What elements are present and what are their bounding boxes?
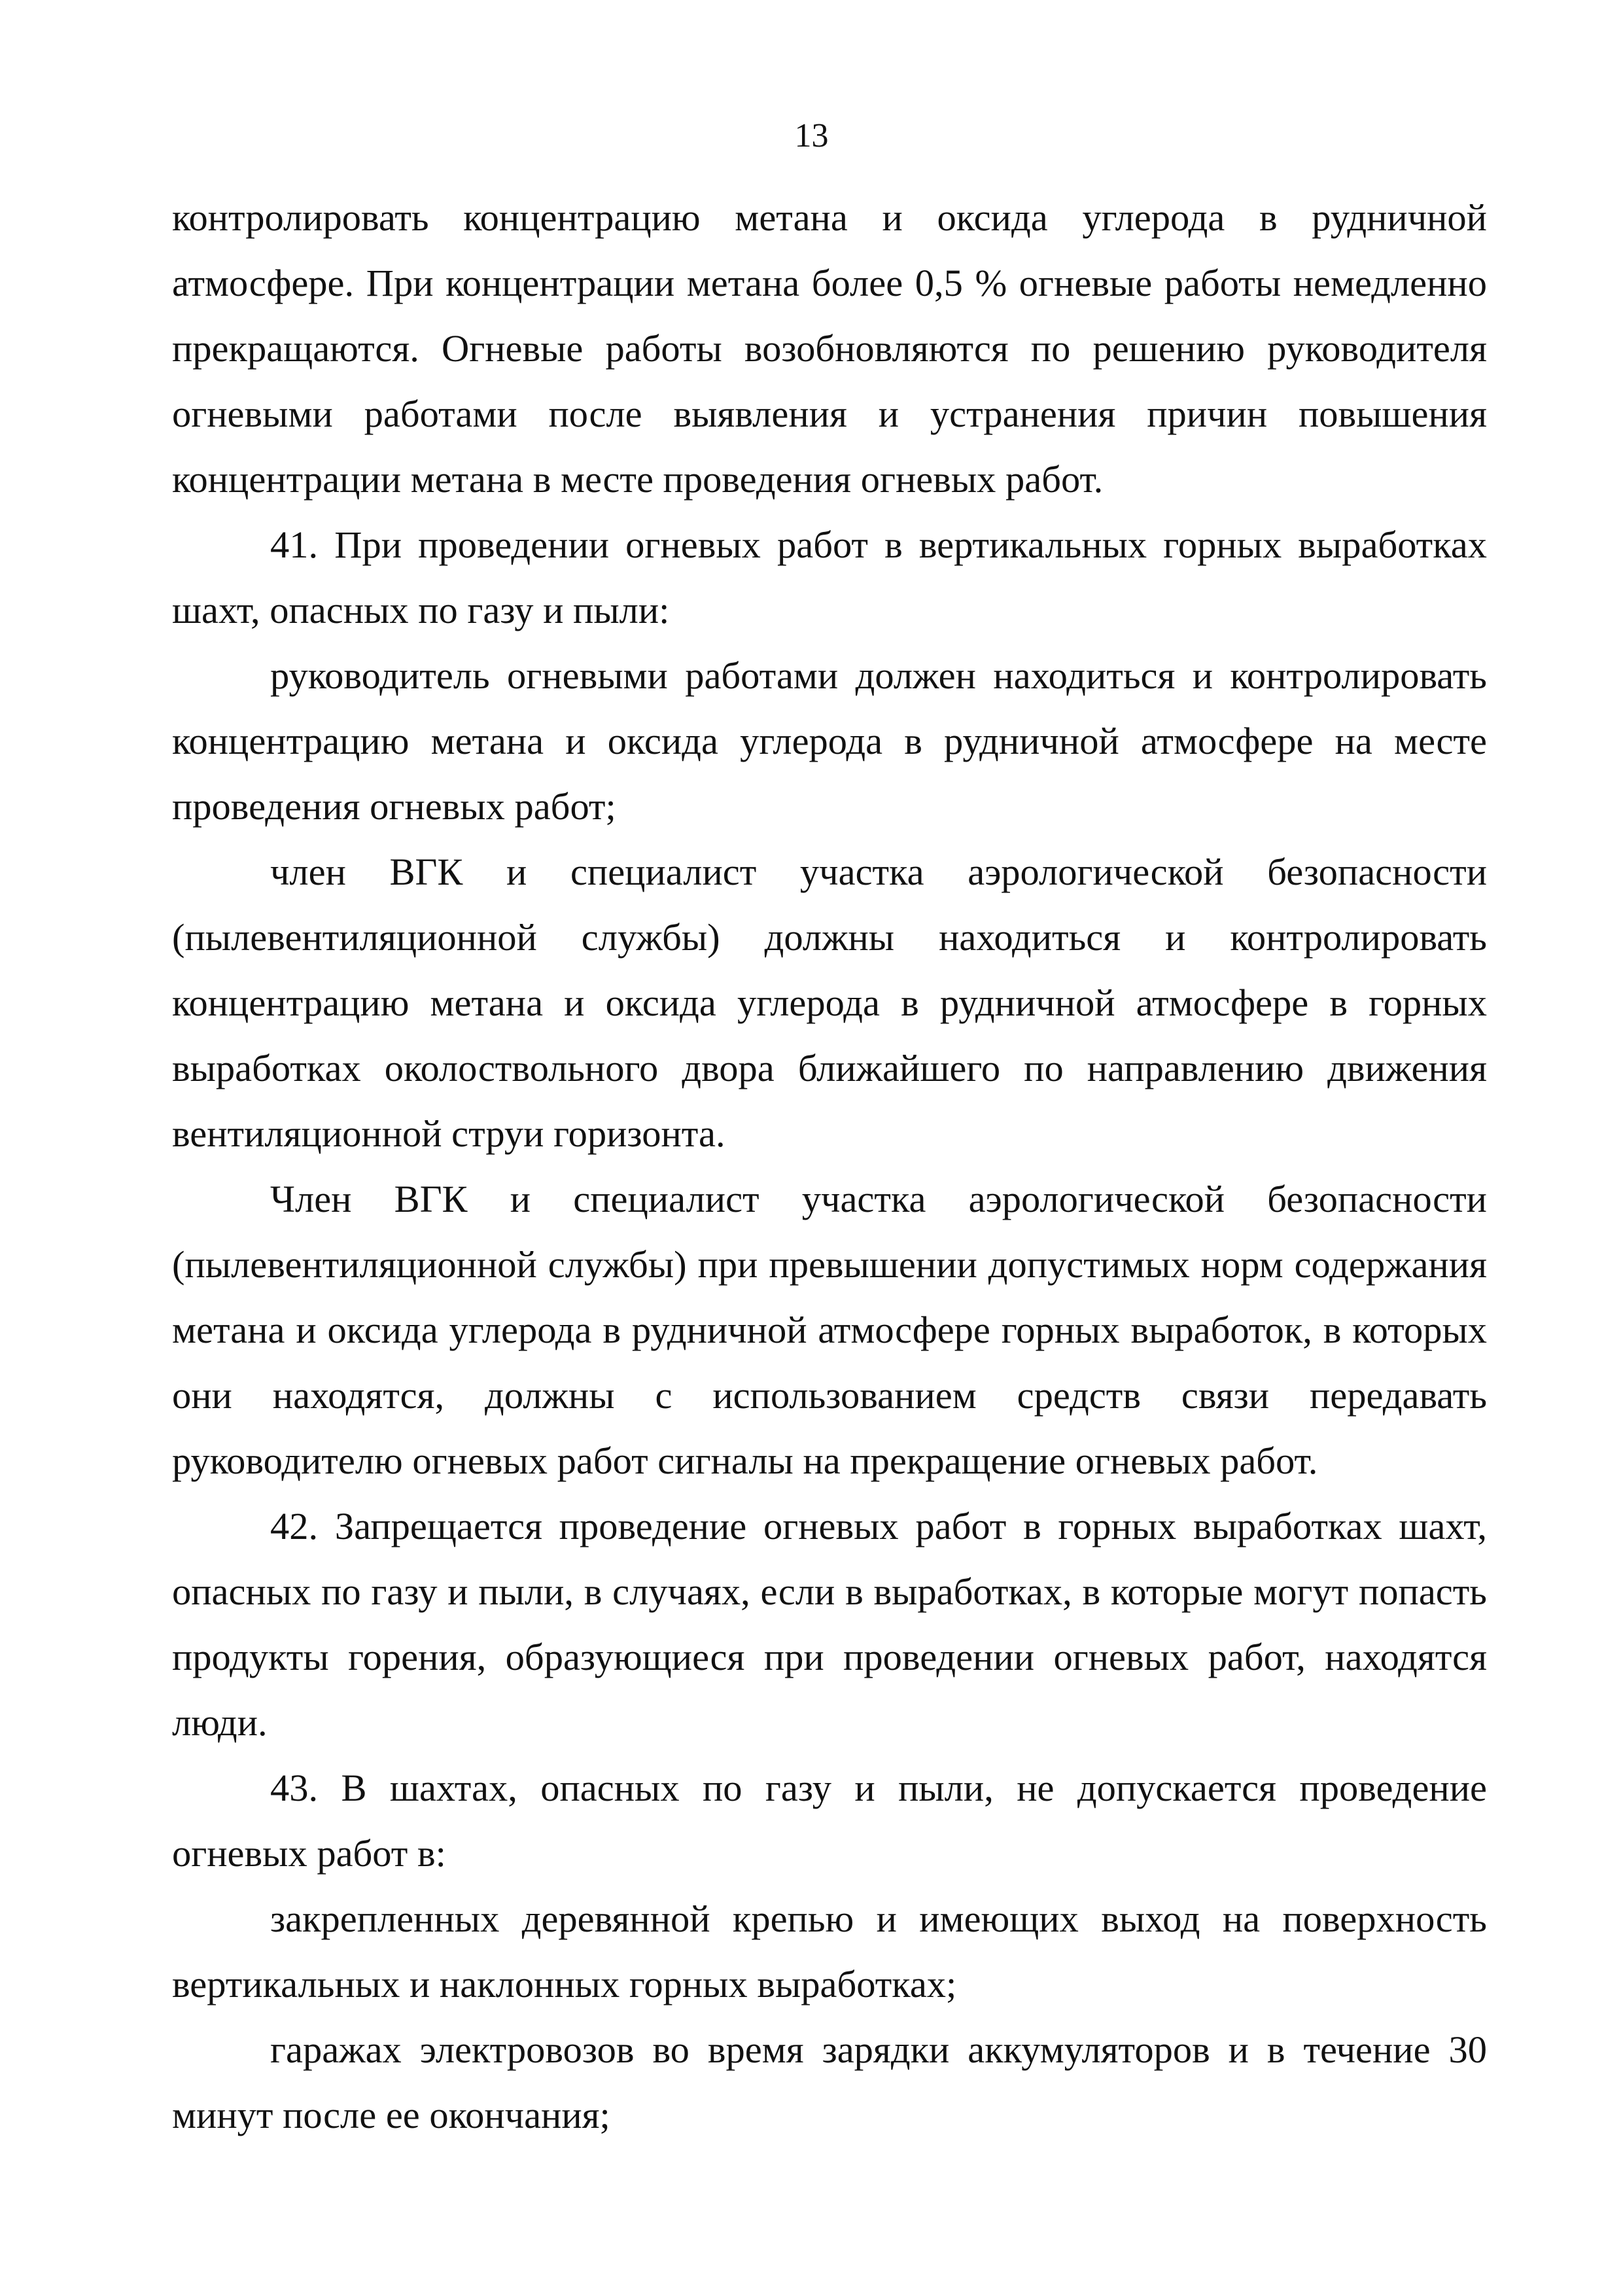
paragraph: Член ВГК и специалист участка аэрологической безопасности (пылевентиляционной службы) при превышении допустимых норм содержания метана и оксида углерода в рудничной атмосфере горных выработок, в которых они находятся, должны с использованием средств связи передавать руководителю огневых работ сигналы на прекращение огневых работ. [172, 1178, 1487, 1482]
paragraph: контролировать концентрацию метана и оксида углерода в рудничной атмосфере. При концентрации метана более 0,5 % огневые работы немедленно прекращаются. Огневые работы возобновляются по решению руководителя огневыми работами после выявления и устранения причин повышения концентрации метана в месте проведения огневых работ. [172, 196, 1487, 501]
paragraph: член ВГК и специалист участка аэрологической безопасности (пылевентиляционной службы) должны находиться и контролировать концентрацию метана и оксида углерода в рудничной атмосфере в горных выработках околоствольного двора ближайшего по направлению движения вентиляционной струи горизонта. [172, 851, 1487, 1155]
paragraph: гаражах электровозов во время зарядки аккумуляторов и в течение 30 минут после ее окончания; [172, 2028, 1487, 2136]
paragraph: руководитель огневыми работами должен находиться и контролировать концентрацию метана и оксида углерода в рудничной атмосфере на месте проведения огневых работ; [172, 654, 1487, 828]
document-body [172, 185, 1487, 2148]
paragraph-item-41: 41. При проведении огневых работ в вертикальных горных выработках шахт, опасных по газу и пыли: [172, 523, 1487, 631]
paragraph-item-43: 43. В шахтах, опасных по газу и пыли, не допускается проведение огневых работ в: [172, 1767, 1487, 1875]
paragraph-item-42: 42. Запрещается проведение огневых работ в горных выработках шахт, опасных по газу и пыли, в случаях, если в выработках, в которые могут попасть продукты горения, образующиеся при проведении огневых работ, находятся люди. [172, 1505, 1487, 1744]
page-number: 13 [794, 117, 829, 154]
paragraph: закрепленных деревянной крепью и имеющих выход на поверхность вертикальных и наклонных горных выработках; [172, 1898, 1487, 2005]
